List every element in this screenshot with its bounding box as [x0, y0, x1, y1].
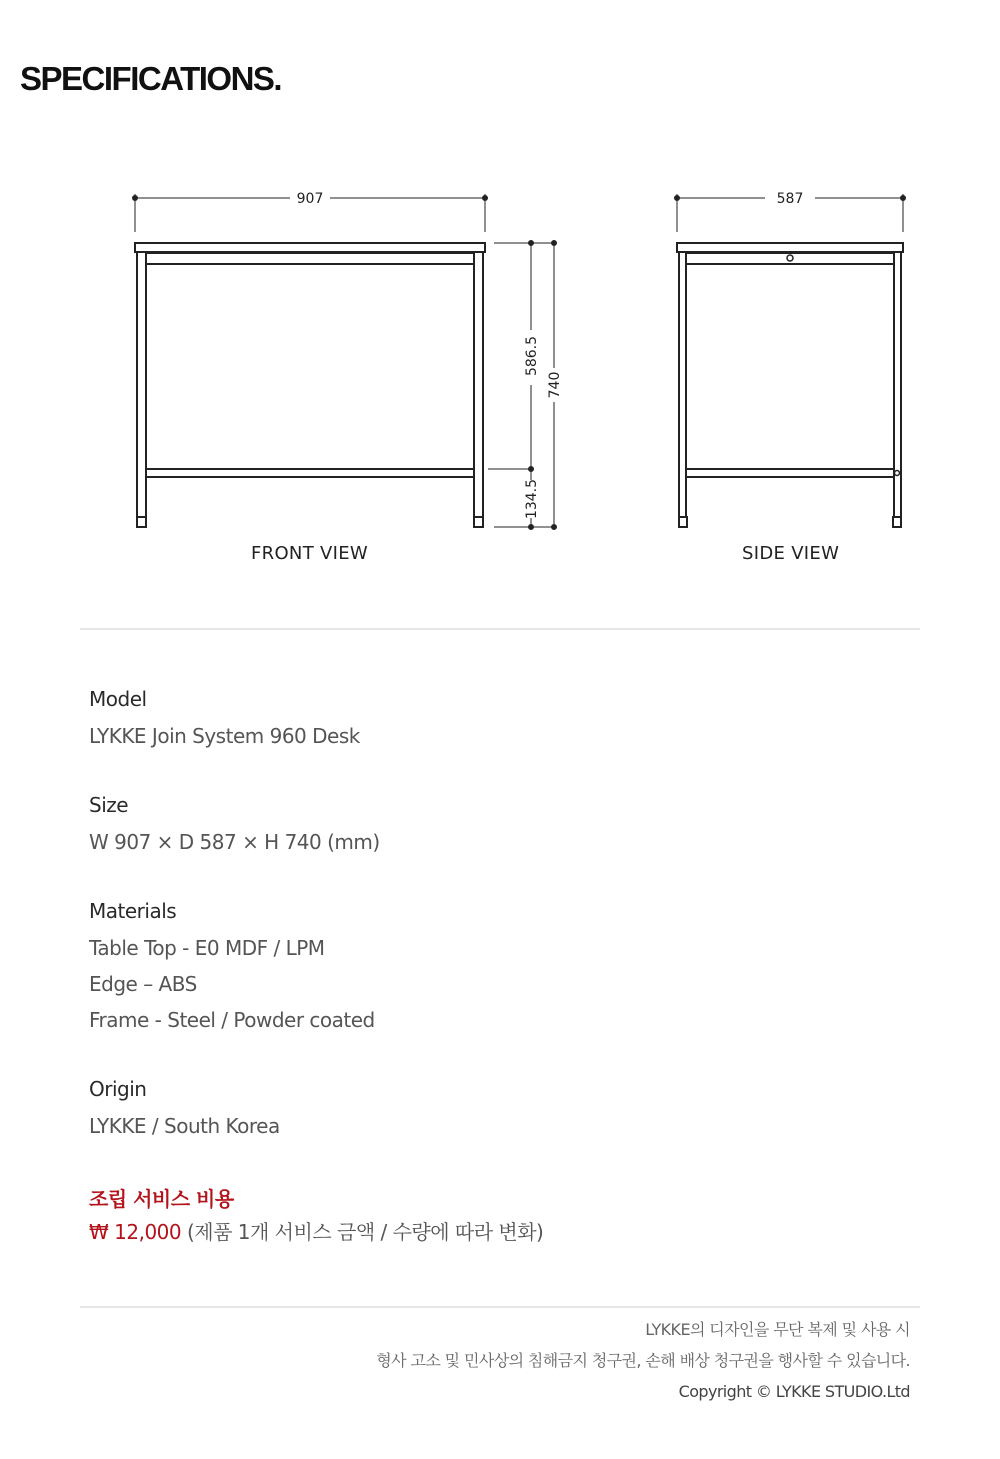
spec-materials	[89, 899, 375, 1043]
side-view-caption: SIDE VIEW	[742, 543, 840, 564]
materials-line: Frame - Steel / Powder coated	[89, 1008, 375, 1032]
page-title: SPECIFICATIONS.	[20, 60, 282, 97]
model-heading: Model	[89, 687, 147, 711]
size-value: W 907 × D 587 × H 740 (mm)	[89, 830, 380, 854]
side-depth-label: 587	[776, 191, 804, 207]
divider-top	[80, 628, 920, 630]
materials-line: Edge – ABS	[89, 972, 197, 996]
technical-drawing	[0, 170, 1000, 550]
spec-assembly	[89, 1183, 543, 1255]
materials-heading: Materials	[89, 899, 177, 923]
footer-copyright: Copyright © LYKKE STUDIO.Ltd	[678, 1382, 910, 1401]
size-heading: Size	[89, 793, 129, 817]
front-view-drawing	[133, 194, 556, 529]
front-width-label: 907	[296, 191, 324, 207]
assembly-heading: 조립 서비스 비용	[89, 1187, 234, 1211]
footer-notice	[376, 1317, 910, 1410]
front-total-height-label: 740	[547, 371, 563, 399]
spec-model	[89, 687, 360, 759]
assembly-note: (제품 1개 서비스 금액 / 수량에 따라 변화)	[181, 1220, 544, 1244]
spec-size	[89, 793, 380, 865]
footer-line-2: 형사 고소 및 민사상의 침해금지 청구권, 손해 배상 청구권을 행사할 수 있습니다.	[376, 1351, 910, 1370]
assembly-price-line	[89, 1219, 543, 1255]
side-view-drawing	[675, 194, 905, 527]
side-dimension-labels	[777, 191, 804, 207]
spec-origin	[89, 1077, 280, 1149]
front-lower-height-label: 134.5	[524, 478, 540, 520]
divider-bottom	[80, 1306, 920, 1308]
materials-line: Table Top - E0 MDF / LPM	[89, 936, 325, 960]
assembly-price: ₩ 12,000	[89, 1220, 182, 1244]
front-upper-height-label: 586.5	[524, 335, 540, 377]
footer-line-1: LYKKE의 디자인을 무단 복제 및 사용 시	[645, 1320, 910, 1339]
front-view-caption: FRONT VIEW	[251, 543, 369, 564]
origin-heading: Origin	[89, 1077, 147, 1101]
origin-value: LYKKE / South Korea	[89, 1114, 280, 1138]
model-value: LYKKE Join System 960 Desk	[89, 724, 360, 748]
